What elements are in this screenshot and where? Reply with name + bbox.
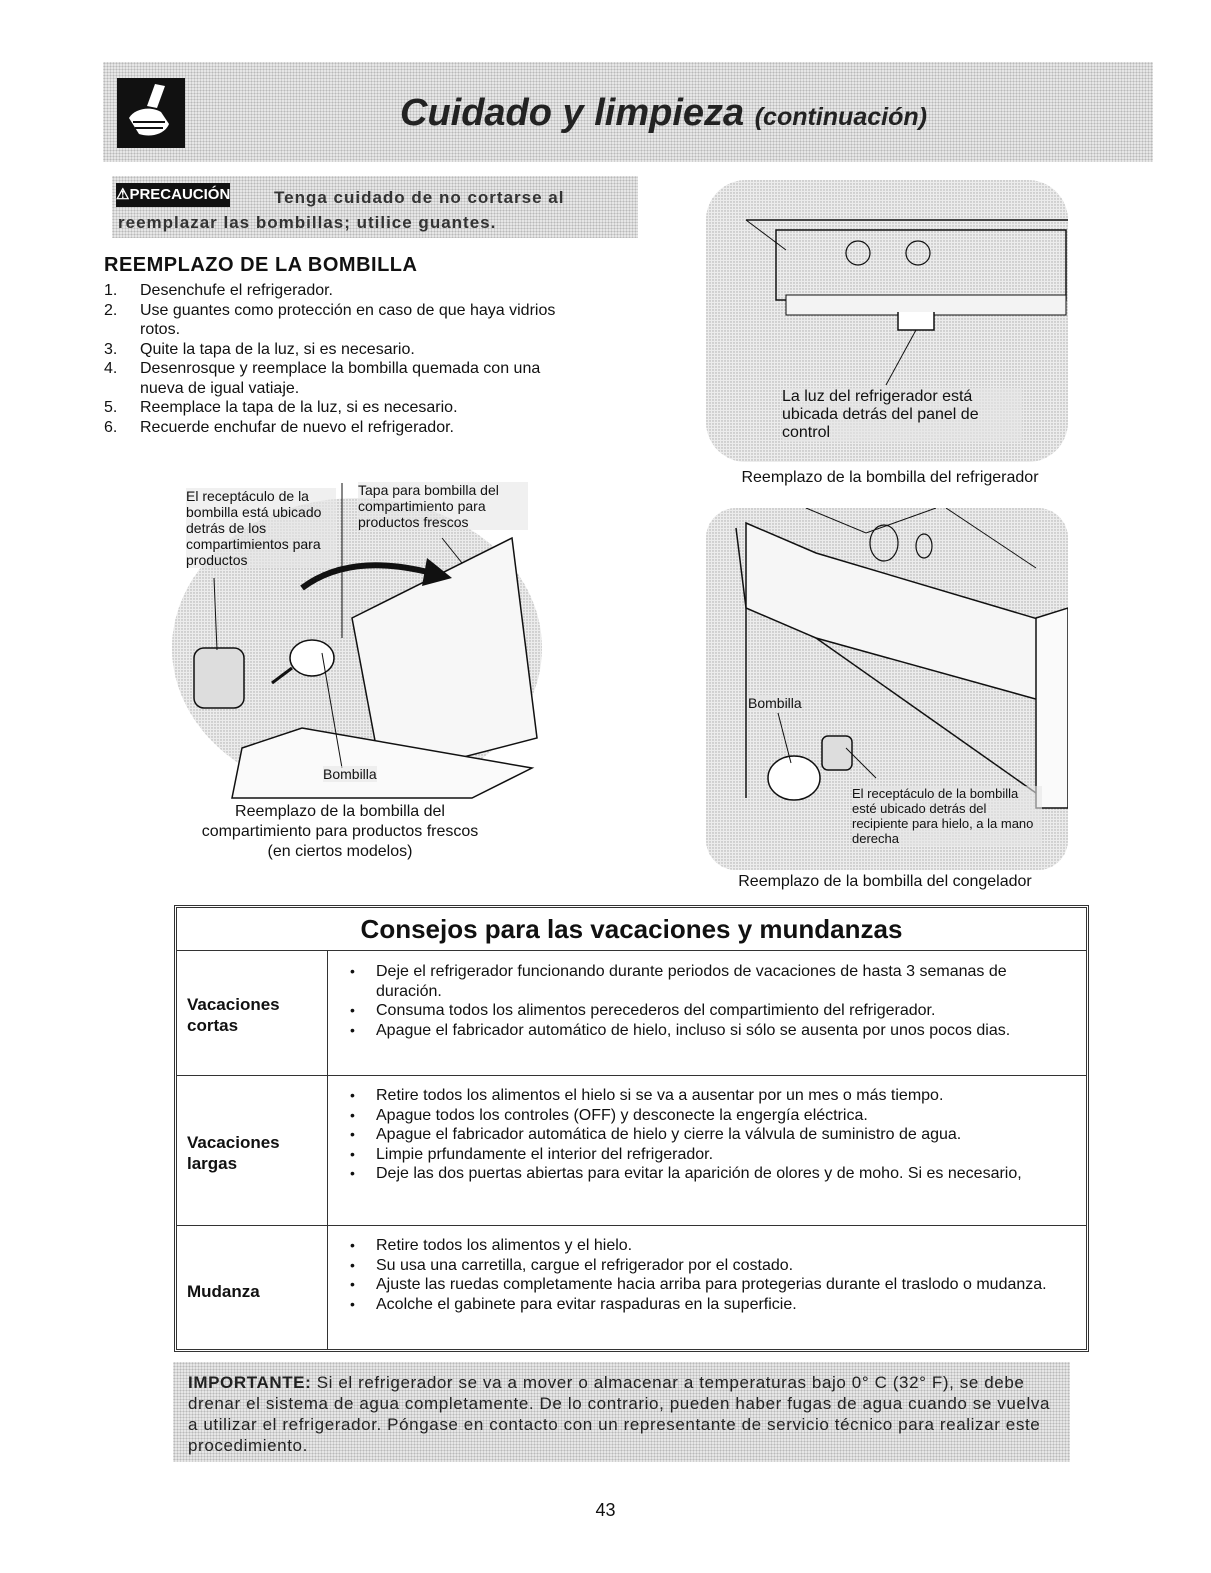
long-vacation-tips <box>340 1086 1080 1184</box>
fresh-caption-line-3: (en ciertos modelos) <box>267 843 413 860</box>
important-text: Si el refrigerador se va a mover o almacenar a temperaturas bajo 0° C (32° F), se debe drenar el sistema de agua completamente. De lo contrario, pueden haber fugas de agua cuando se vuelva a utilizar el refrigerador. Póngase en contacto con un representante de servicio técnico para realizar este procedimiento. <box>188 1373 1051 1455</box>
tip-item: • Apague el fabricador automático de hielo, incluso si sólo se ausenta por unos pocos dias. <box>340 1021 1070 1041</box>
page-title <box>400 92 927 135</box>
tip-item: • Limpie prfundamente el interior del refrigerador. <box>340 1145 1080 1165</box>
fresh-caption-line-2: compartimiento para productos frescos <box>201 823 479 840</box>
tip-item: • Ajuste las ruedas completamente hacia arriba para protegerias durante el traslodo o mudanza. <box>340 1275 1070 1295</box>
cleaning-hand-icon <box>117 78 185 148</box>
fresh-receptacle-label: El receptáculo de la bombilla está ubicado detrás de los compartimientos para productos <box>186 488 336 568</box>
caution-line-2: reemplazar las bombillas; utilice guantes. <box>118 213 497 232</box>
table-column-divider <box>327 951 328 1349</box>
step-text: Quite la tapa de la luz, si es necesario. <box>140 340 415 358</box>
tip-item: • Apague el fabricador automática de hielo y cierre la válvula de suministro de agua. <box>340 1125 1080 1145</box>
tip-item: • Apague todos los controles (OFF) y desconecte la engergía eléctrica. <box>340 1106 1080 1126</box>
fresh-caption-line-1: Reemplazo de la bombilla del <box>235 803 445 820</box>
warning-triangle-icon: ⚠ <box>116 186 130 203</box>
important-note <box>188 1372 1058 1456</box>
section-title: REEMPLAZO DE LA BOMBILLA <box>104 254 418 276</box>
tip-item: • Acolche el gabinete para evitar raspaduras en la superficie. <box>340 1295 1070 1315</box>
fridge-light-label: La luz del refrigerador está ubicada detrás del panel de control <box>782 388 1022 442</box>
fridge-caption: Reemplazo de la bombilla del refrigerador <box>741 469 1039 486</box>
step-number: 6. <box>104 418 118 436</box>
table-divider <box>177 950 1086 951</box>
freezer-caption: Reemplazo de la bombilla del congelador <box>738 873 1032 890</box>
moving-tips <box>340 1236 1070 1314</box>
tip-item: • Deje el refrigerador funcionando durante periodos de vacaciones de hasta 3 semanas de duración. <box>340 962 1070 1001</box>
row-label-line: Mudanza <box>187 1282 260 1301</box>
row-label-moving <box>187 1281 260 1302</box>
row-label-short-vacation <box>187 994 280 1036</box>
table-divider <box>177 1225 1086 1226</box>
step-number: 1. <box>104 282 118 299</box>
step-text: Recuerde enchufar de nuevo el refrigerador. <box>140 418 454 436</box>
row-label-line: cortas <box>187 1016 239 1035</box>
row-label-line: largas <box>187 1154 238 1173</box>
fresh-caption <box>150 802 530 862</box>
step-text: Reemplace la tapa de la luz, si es necesario. <box>140 399 458 416</box>
tip-item: • Deje las dos puertas abiertas para evitar la aparición de olores y de moho. Si es necesario, <box>340 1164 1080 1184</box>
freezer-bulb-label: Bombilla <box>748 695 802 711</box>
step-text: Desenrosque y reemplace la bombilla quemada con una nueva de igual vatiaje. <box>140 360 541 397</box>
step-number: 5. <box>104 399 118 416</box>
step-item <box>104 398 584 418</box>
steps-list <box>104 281 584 437</box>
tip-item: • Su usa una carretilla, cargue el refrigerador por el costado. <box>340 1256 1070 1276</box>
step-item <box>104 340 584 360</box>
caution-line-1: Tenga cuidado de no cortarse al <box>274 188 565 207</box>
important-lead: IMPORTANTE: <box>188 1373 312 1392</box>
step-text: Use guantes como protección en caso de que haya vidrios rotos. <box>140 301 556 338</box>
tip-item: • Consuma todos los alimentos perecederos del compartimiento del refrigerador. <box>340 1001 1070 1021</box>
freezer-receptacle-label: El receptáculo de la bombilla esté ubicado detrás del recipiente para hielo, a la mano derecha <box>852 786 1042 846</box>
step-number: 4. <box>104 360 118 377</box>
step-number: 3. <box>104 340 118 358</box>
page-number: 43 <box>595 1500 616 1520</box>
title-suffix: (continuación) <box>754 103 927 131</box>
tip-item: • Retire todos los alimentos y el hielo. <box>340 1236 1070 1256</box>
row-label-line: Vacaciones <box>187 995 280 1014</box>
step-item <box>104 418 584 438</box>
fresh-cover-label: Tapa para bombilla del compartimiento para productos frescos <box>358 482 528 530</box>
step-item <box>104 301 584 340</box>
step-item <box>104 359 584 398</box>
title-main: Cuidado y limpieza <box>400 92 745 134</box>
fresh-bulb-label: Bombilla <box>323 766 377 782</box>
caution-badge <box>116 183 230 207</box>
row-label-line: Vacaciones <box>187 1133 280 1152</box>
table-divider <box>177 1075 1086 1076</box>
step-item <box>104 281 584 301</box>
step-text: Desenchufe el refrigerador. <box>140 282 333 299</box>
row-label-long-vacation <box>187 1132 280 1174</box>
caution-badge-label: PRECAUCIÓN <box>129 186 231 203</box>
vacation-table-title: Consejos para las vacaciones y mundanzas <box>360 914 903 944</box>
tip-item: • Retire todos los alimentos el hielo si se va a ausentar por un mes o más tiempo. <box>340 1086 1080 1106</box>
short-vacation-tips <box>340 962 1070 1040</box>
step-number: 2. <box>104 301 118 319</box>
